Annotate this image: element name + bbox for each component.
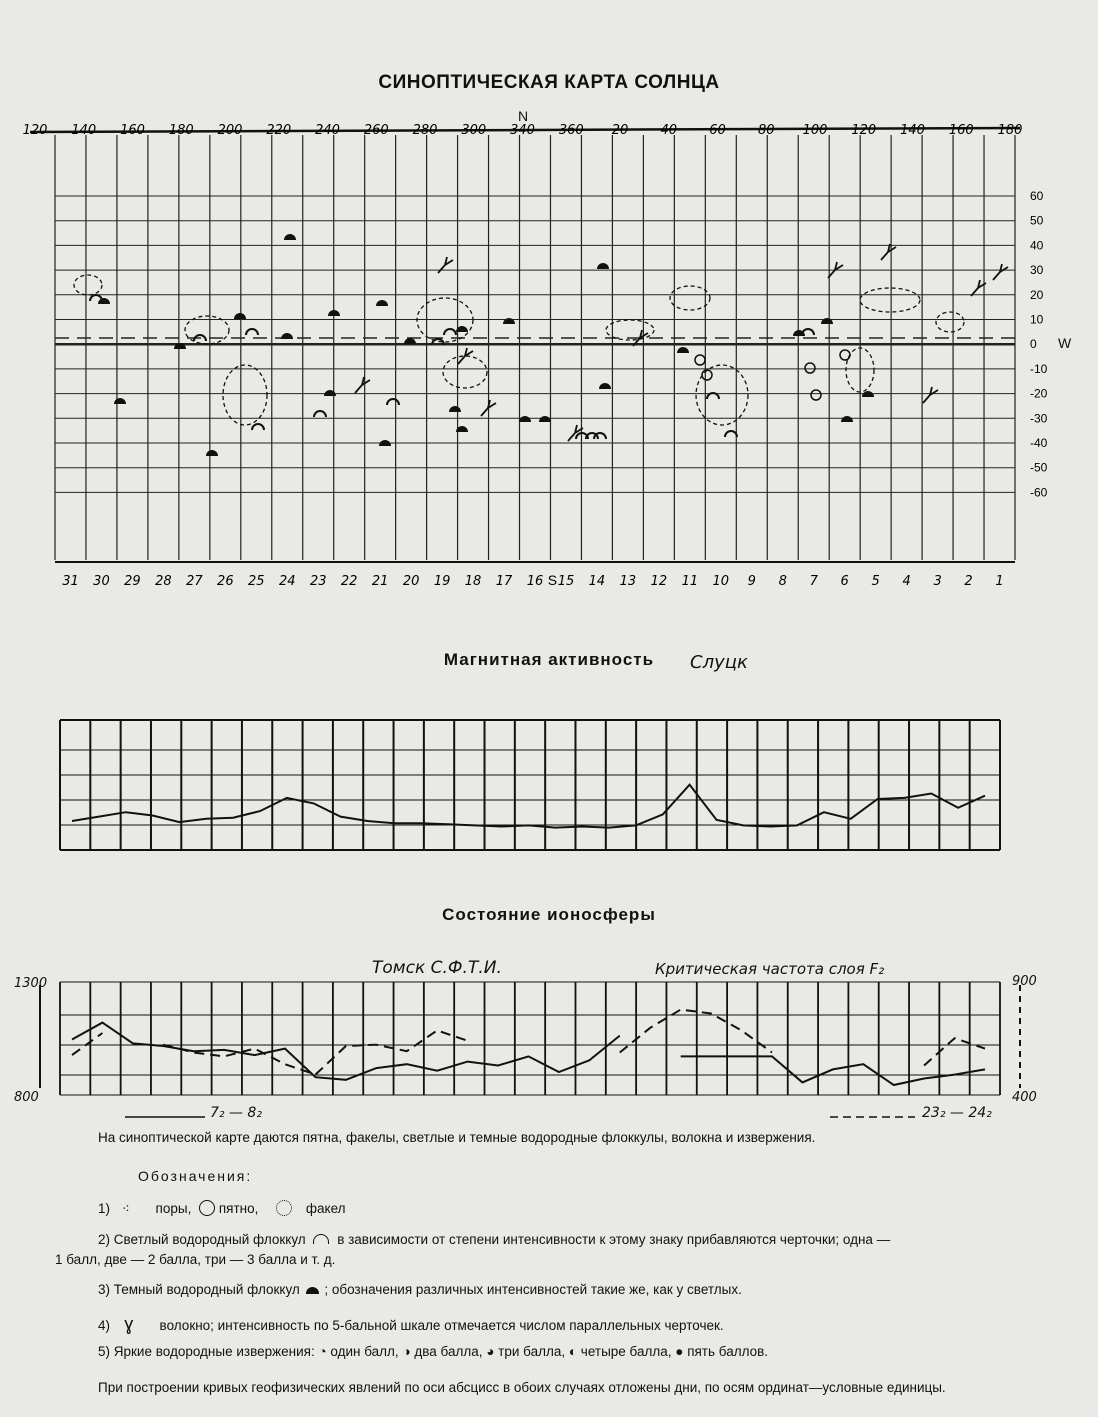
day-label: 12	[650, 574, 668, 589]
facula-icon	[276, 1200, 292, 1216]
dark-flocculus	[449, 406, 461, 412]
day-label: 31	[62, 574, 79, 589]
dark-flocculus	[284, 234, 296, 240]
legend-item-3	[98, 1282, 742, 1297]
legend-item-4-number: 4)	[98, 1318, 111, 1333]
longitude-label: 160	[120, 123, 145, 138]
longitude-label: 300	[461, 123, 487, 138]
facula	[860, 288, 920, 312]
longitude-label: 220	[266, 123, 292, 138]
ionosphere-title: Состояние ионосферы	[442, 905, 656, 924]
day-label: 23	[309, 574, 327, 589]
dark-flocculus	[114, 398, 126, 404]
latitude-label: 50	[1030, 213, 1044, 228]
ionosphere-chart	[0, 970, 1098, 1120]
day-label: 2	[964, 574, 973, 589]
legend-item-5-one: один балл,	[330, 1344, 399, 1359]
dark-flocculus	[539, 416, 551, 422]
bright-flocculus	[444, 329, 456, 335]
day-label: 16	[526, 574, 544, 589]
bright-flocculus-icon	[313, 1234, 329, 1244]
latitude-labels	[1030, 189, 1048, 499]
longitude-labels	[23, 123, 1023, 138]
flare-4-icon: ◐	[568, 1344, 578, 1359]
day-labels	[62, 572, 1003, 589]
day-label: 18	[464, 574, 482, 589]
longitude-label: 80	[757, 123, 775, 138]
legend-item-2-text-b: в зависимости от степени интенсивности к этому знаку прибавляются черточки; одна —	[337, 1232, 891, 1247]
latitude-label: -10	[1030, 361, 1048, 376]
bright-flocculus	[725, 431, 737, 437]
bright-flocculus	[246, 329, 258, 335]
bright-flocculus	[707, 393, 719, 399]
north-label: N	[518, 108, 529, 124]
dark-flocculus	[841, 416, 853, 422]
page-title: СИНОПТИЧЕСКАЯ КАРТА СОЛНЦА	[378, 72, 720, 93]
bright-flocculus	[252, 424, 264, 430]
flare-1-icon: ◔	[318, 1344, 327, 1359]
legend-item-5-five: пять баллов.	[687, 1344, 769, 1359]
legend-item-2-cont: 1 балл, две — 2 балла, три — 3 балла и т. д.	[55, 1252, 336, 1267]
day-label: 28	[155, 574, 172, 589]
facula	[185, 316, 229, 344]
longitude-label: 200	[217, 123, 243, 138]
dark-flocculus	[599, 383, 611, 389]
dark-flocculus	[328, 310, 340, 316]
longitude-label: 140	[71, 123, 97, 138]
flare-2-icon: ◑	[402, 1344, 411, 1359]
legend-item-3-text-b: ; обозначения различных интенсивностей такие же, как у светлых.	[324, 1282, 742, 1297]
day-label: 7	[809, 574, 818, 589]
facula	[936, 312, 964, 332]
legend-item-4-text: волокно; интенсивность по 5-бальной шкале отмечается числом параллельных черточек.	[159, 1318, 724, 1333]
dark-flocculus	[519, 416, 531, 422]
ionosphere-series-label: Критическая частота слоя F₂	[655, 960, 885, 978]
pores-icon: ⁖	[121, 1201, 130, 1216]
dark-flocculus	[503, 318, 515, 324]
day-label: 29	[124, 574, 141, 589]
dark-flocculus	[376, 300, 388, 306]
dark-flocculus	[379, 440, 391, 446]
dark-flocculus	[597, 263, 609, 269]
latitude-label: -40	[1030, 436, 1048, 450]
day-label: 26	[217, 574, 234, 589]
day-label: 10	[712, 574, 730, 589]
latitude-label: 0	[1030, 337, 1037, 352]
legend-item-2	[98, 1232, 890, 1247]
facula	[696, 365, 748, 425]
sunspot	[811, 390, 821, 400]
day-label: 20	[402, 574, 420, 589]
longitude-label: 240	[315, 123, 340, 138]
dark-flocculus	[677, 347, 689, 353]
magnetic-title: Магнитная активность	[443, 650, 655, 669]
longitude-label: 180	[997, 123, 1023, 138]
day-label: 19	[433, 574, 451, 589]
ionosphere-left-top: 1300	[14, 976, 48, 991]
ionosphere-right-top: 900	[1012, 974, 1037, 989]
legend-item-1	[98, 1200, 346, 1217]
west-label: W	[1058, 335, 1072, 351]
sunspot	[695, 355, 705, 365]
ionosphere-station: Томск С.Ф.Т.И.	[372, 958, 502, 978]
filament	[355, 377, 370, 393]
legend-intro: На синоптической карте даются пятна, факелы, светлые и темные водородные флоккулы, волокна и извержения.	[98, 1130, 816, 1145]
sunspot	[840, 350, 850, 360]
day-label: 30	[93, 574, 110, 589]
bright-flocculus	[594, 433, 606, 439]
day-label: 15	[557, 574, 575, 589]
longitude-label: 20	[611, 123, 629, 138]
dark-flocculus-icon	[306, 1287, 319, 1294]
synoptic-map	[0, 0, 1098, 600]
day-label: 11	[681, 574, 699, 589]
ionosphere-right-bottom: 400	[1012, 1090, 1037, 1105]
longitude-label: 120	[851, 123, 877, 138]
spot-icon	[199, 1200, 215, 1216]
day-label: 24	[278, 574, 296, 589]
latitude-label: 30	[1030, 263, 1044, 278]
longitude-label: 140	[900, 123, 925, 138]
longitude-label: 280	[412, 123, 438, 138]
legend-item-5-text: 5) Яркие водородные извержения:	[98, 1344, 315, 1359]
day-label: 4	[902, 574, 911, 589]
day-label: 6	[840, 574, 849, 589]
day-label: 9	[747, 574, 756, 589]
dark-flocculus	[821, 318, 833, 324]
south-label: S	[547, 572, 558, 588]
filament	[881, 244, 896, 260]
latitude-label: 10	[1030, 312, 1044, 327]
ionosphere-right-span: 23₂ — 24₂	[922, 1105, 992, 1121]
legend	[0, 1128, 1098, 1408]
latitude-label: -60	[1030, 485, 1048, 500]
magnetic-station: Слуцк	[690, 652, 748, 673]
legend-item-5-four: четыре балла,	[580, 1344, 672, 1359]
bright-flocculus	[387, 399, 399, 405]
latitude-label: -20	[1030, 386, 1048, 401]
facula	[443, 356, 487, 388]
flare-3-icon: ◕	[486, 1344, 495, 1359]
dark-flocculus	[281, 333, 293, 339]
sunspot	[805, 363, 815, 373]
dark-flocculus	[404, 338, 416, 344]
dark-flocculus	[234, 313, 246, 319]
latitude-label: 40	[1030, 238, 1044, 253]
latitude-label: -50	[1030, 460, 1048, 475]
facula	[74, 275, 102, 295]
legend-item-1-spot: пятно,	[218, 1201, 259, 1216]
latitude-label: 60	[1030, 189, 1044, 203]
filament-icon: ɣ	[124, 1314, 134, 1334]
legend-item-1-number: 1)	[98, 1201, 111, 1216]
legend-item-5	[98, 1344, 768, 1359]
legend-footer: При построении кривых геофизических явлений по оси абсцисс в обоих случаях отложены дни, по осям ординат—условные единицы.	[98, 1380, 946, 1395]
longitude-label: 100	[802, 123, 828, 138]
day-label: 21	[371, 574, 389, 589]
magnetic-chart	[0, 710, 1098, 870]
day-label: 8	[778, 574, 787, 589]
longitude-label: 180	[168, 123, 194, 138]
day-label: 3	[933, 574, 942, 589]
longitude-label: 40	[660, 123, 678, 138]
day-label: 1	[995, 574, 1004, 589]
longitude-label: 340	[510, 123, 535, 138]
longitude-label: 360	[558, 123, 584, 138]
facula	[223, 365, 267, 425]
facula	[606, 320, 654, 340]
dark-flocculus	[206, 450, 218, 456]
legend-item-3-text-a: 3) Темный водородный флоккул	[98, 1282, 300, 1297]
day-label: 14	[588, 574, 606, 589]
longitude-label: 260	[363, 123, 389, 138]
day-label: 17	[495, 574, 513, 589]
bright-flocculus	[314, 411, 326, 417]
filament	[993, 264, 1008, 280]
ionosphere-left-bottom: 800	[14, 1090, 39, 1105]
day-label: 25	[248, 574, 265, 589]
facula	[670, 286, 710, 310]
latitude-label: -30	[1030, 411, 1048, 426]
day-label: 13	[619, 574, 637, 589]
dark-flocculus	[98, 298, 110, 304]
dark-flocculus	[862, 391, 874, 397]
longitude-label: 160	[948, 123, 974, 138]
legend-item-1-facula: факел	[305, 1201, 346, 1216]
legend-item-5-three: три балла,	[498, 1344, 566, 1359]
sunspot	[702, 370, 712, 380]
legend-item-2-text-a: 2) Светлый водородный флоккул	[98, 1232, 306, 1247]
day-label: 27	[186, 574, 203, 589]
longitude-label: 120	[22, 123, 48, 138]
day-label: 5	[871, 574, 880, 589]
legend-item-4	[98, 1314, 724, 1335]
legend-item-1-pores: поры,	[155, 1201, 192, 1216]
longitude-label: 60	[709, 123, 726, 138]
ionosphere-left-span: 7₂ — 8₂	[210, 1105, 262, 1121]
legend-item-5-two: два балла,	[414, 1344, 483, 1359]
day-label: 22	[340, 574, 358, 589]
filament	[923, 387, 938, 403]
legend-heading: Обозначения:	[138, 1168, 253, 1184]
flare-5-icon: ●	[675, 1344, 684, 1359]
latitude-label: 20	[1030, 287, 1044, 302]
